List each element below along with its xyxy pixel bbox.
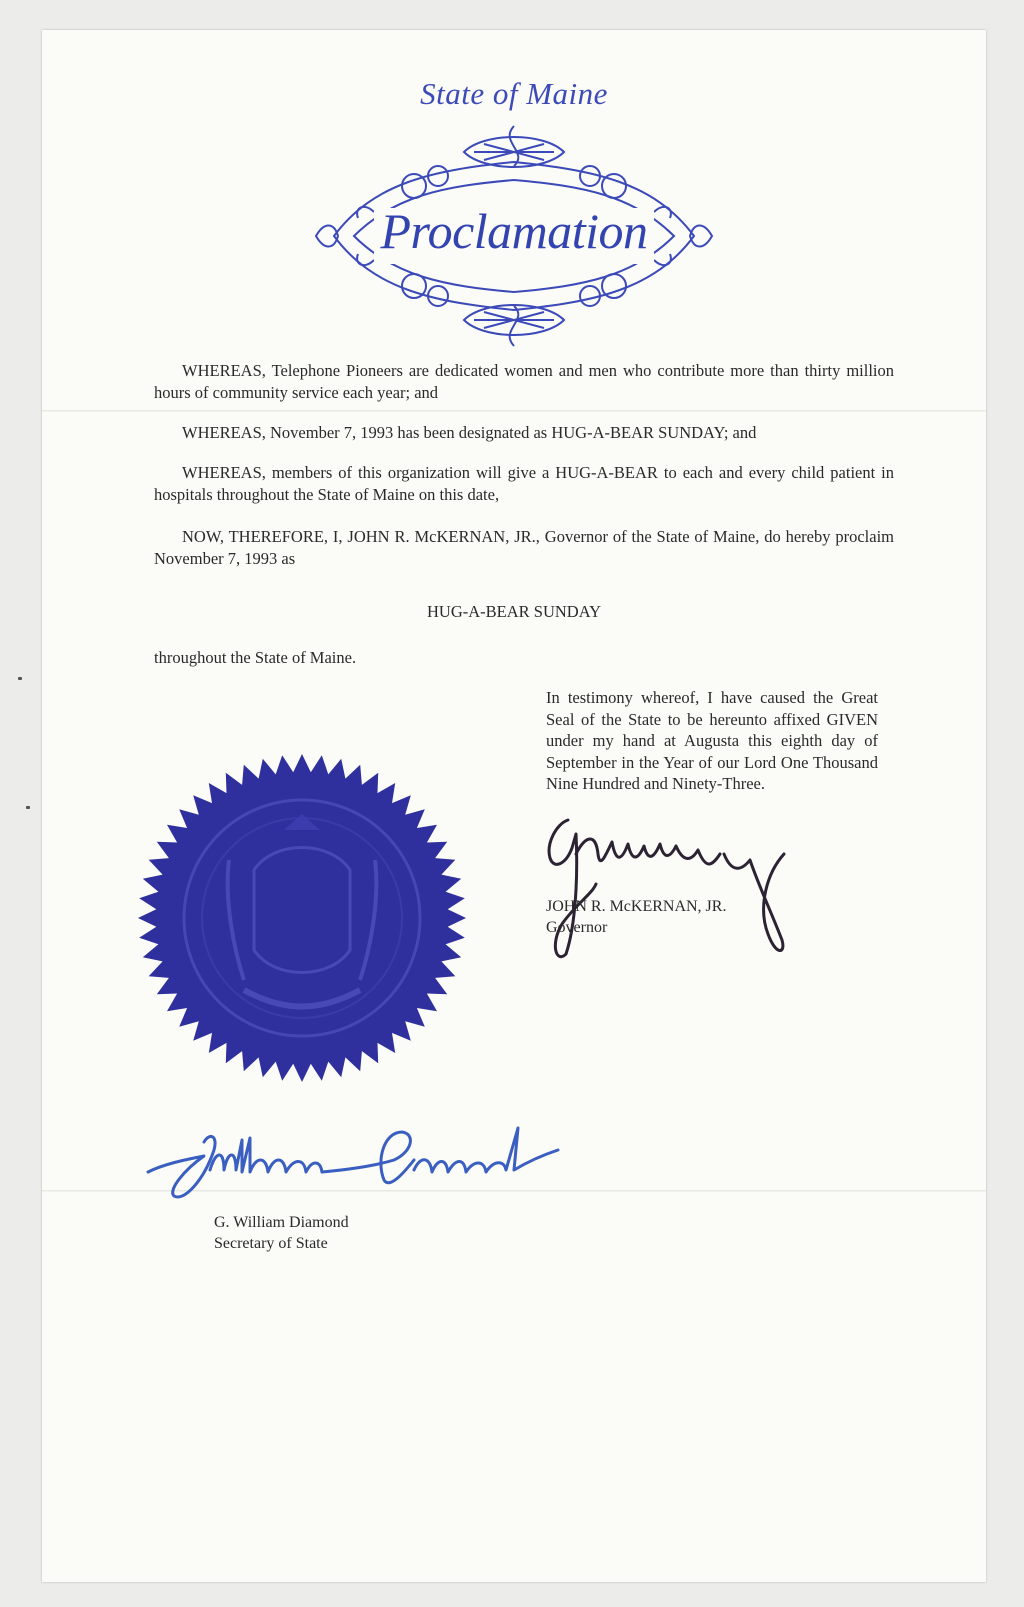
proclamation-document — [42, 30, 986, 1582]
governor-signature — [536, 814, 796, 964]
testimony-clause: In testimony whereof, I have caused the Great Seal of the State to be hereunto affixed GIVEN under my hand at Augusta this eighth day of September in the Year of our Lord One Thousand Nine Hundred and Ninety-Three. — [546, 688, 878, 793]
fold-crease — [42, 410, 986, 412]
state-seal-icon — [134, 750, 470, 1086]
paragraph-text: NOW, THEREFORE, I, JOHN R. McKERNAN, JR., Governor of the State of Maine, do hereby proclaim November 7, 1993 as — [154, 527, 894, 568]
proclaim-paragraph — [154, 526, 894, 570]
whereas-paragraph-3 — [154, 462, 894, 506]
whereas-paragraph-2 — [154, 422, 894, 444]
proclaimed-day: HUG-A-BEAR SUNDAY — [426, 602, 602, 621]
scan-speck — [18, 677, 22, 680]
scan-speck — [26, 806, 30, 809]
governor-block — [546, 896, 726, 938]
state-heading: State of Maine — [420, 76, 608, 111]
secretary-name: G. William Diamond — [214, 1214, 349, 1231]
secretary-block — [214, 1212, 349, 1254]
whereas-paragraph-1 — [154, 360, 894, 404]
governor-title: Governor — [546, 919, 608, 936]
closing-line: throughout the State of Maine. — [154, 648, 357, 667]
paragraph-text: WHEREAS, November 7, 1993 has been designated as HUG-A-BEAR SUNDAY; and — [182, 423, 757, 442]
secretary-title: Secretary of State — [214, 1235, 328, 1252]
paragraph-text: WHEREAS, members of this organization will give a HUG-A-BEAR to each and every child patient in hospitals throughout the State of Maine on this date, — [154, 463, 894, 504]
secretary-signature — [144, 1120, 564, 1210]
paragraph-text: WHEREAS, Telephone Pioneers are dedicated women and men who contribute more than thirty million hours of community service each year; and — [154, 361, 894, 402]
governor-name: JOHN R. McKERNAN, JR. — [546, 898, 727, 915]
proclamation-title: Proclamation — [380, 203, 648, 259]
